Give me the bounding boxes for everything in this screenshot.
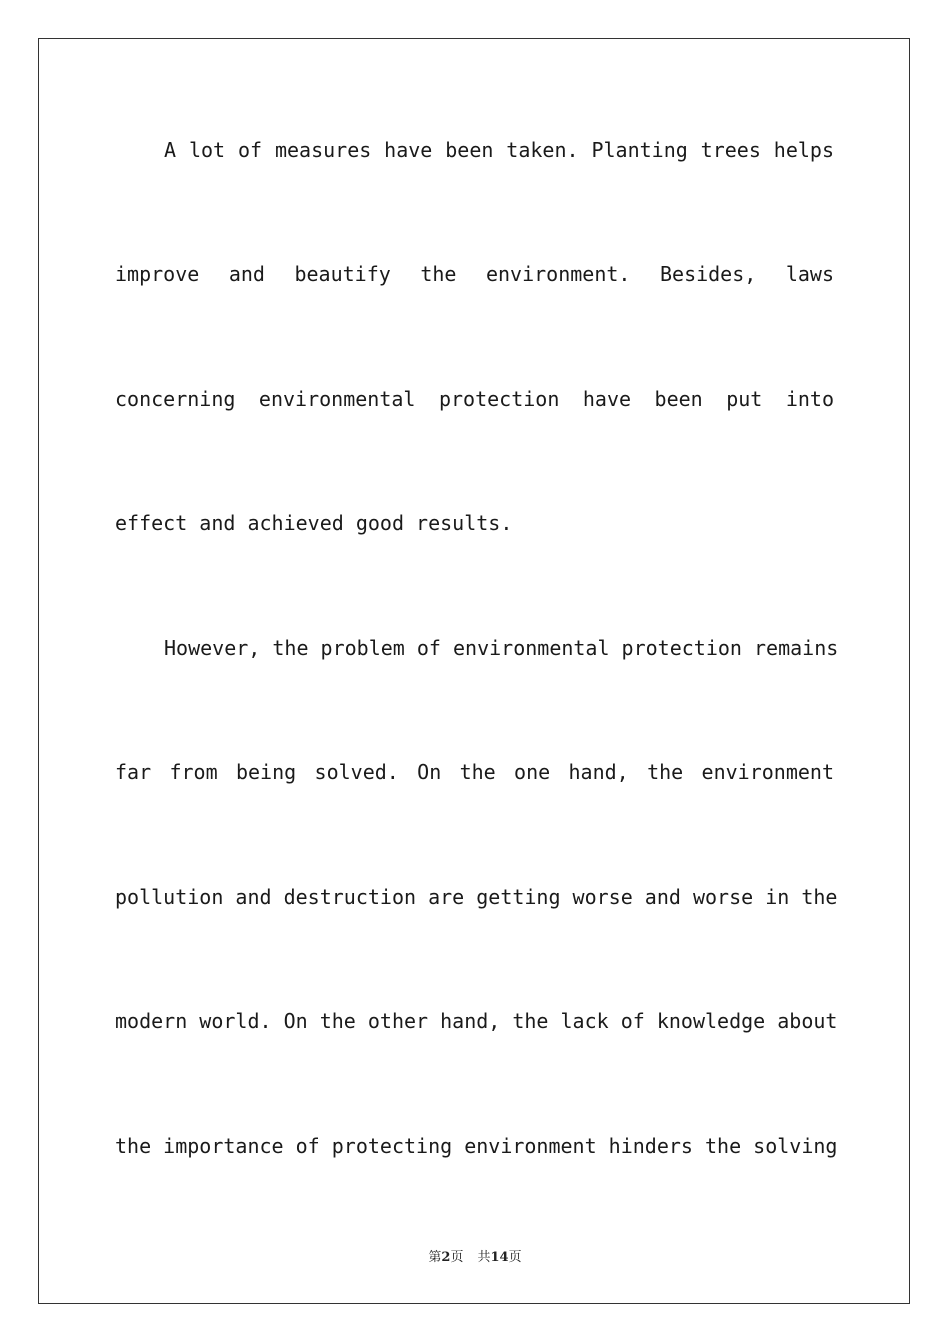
paragraph-2-line-5: the importance of protecting environment hinders the solving (115, 1134, 838, 1158)
paragraph-2-line-3: pollution and destruction are getting worse and worse in the (115, 885, 838, 909)
paragraph-2-line-1: However, the problem of environmental protection remains (164, 636, 839, 660)
page-number: 2 (441, 1250, 451, 1265)
total-prefix: 共 (477, 1250, 491, 1265)
page-footer (0, 1246, 950, 1265)
total-pages: 14 (490, 1250, 509, 1265)
total-suffix: 页 (508, 1250, 522, 1265)
paragraph-1-line-3: concerning environmental protection have been put into (115, 387, 834, 411)
paragraph-2-line-2: far from being solved. On the one hand, the environment (115, 760, 834, 784)
page-suffix: 页 (450, 1250, 464, 1265)
paragraph-1-line-2: improve and beautify the environment. Besides, laws (115, 262, 834, 286)
page-prefix: 第 (428, 1250, 442, 1265)
page-frame (38, 38, 910, 1304)
paragraph-2-line-4: modern world. On the other hand, the lack of knowledge about (115, 1009, 838, 1033)
paragraph-1-line-1: A lot of measures have been taken. Planting trees helps (164, 138, 834, 162)
paragraph-1-line-4: effect and achieved good results. (115, 511, 513, 535)
